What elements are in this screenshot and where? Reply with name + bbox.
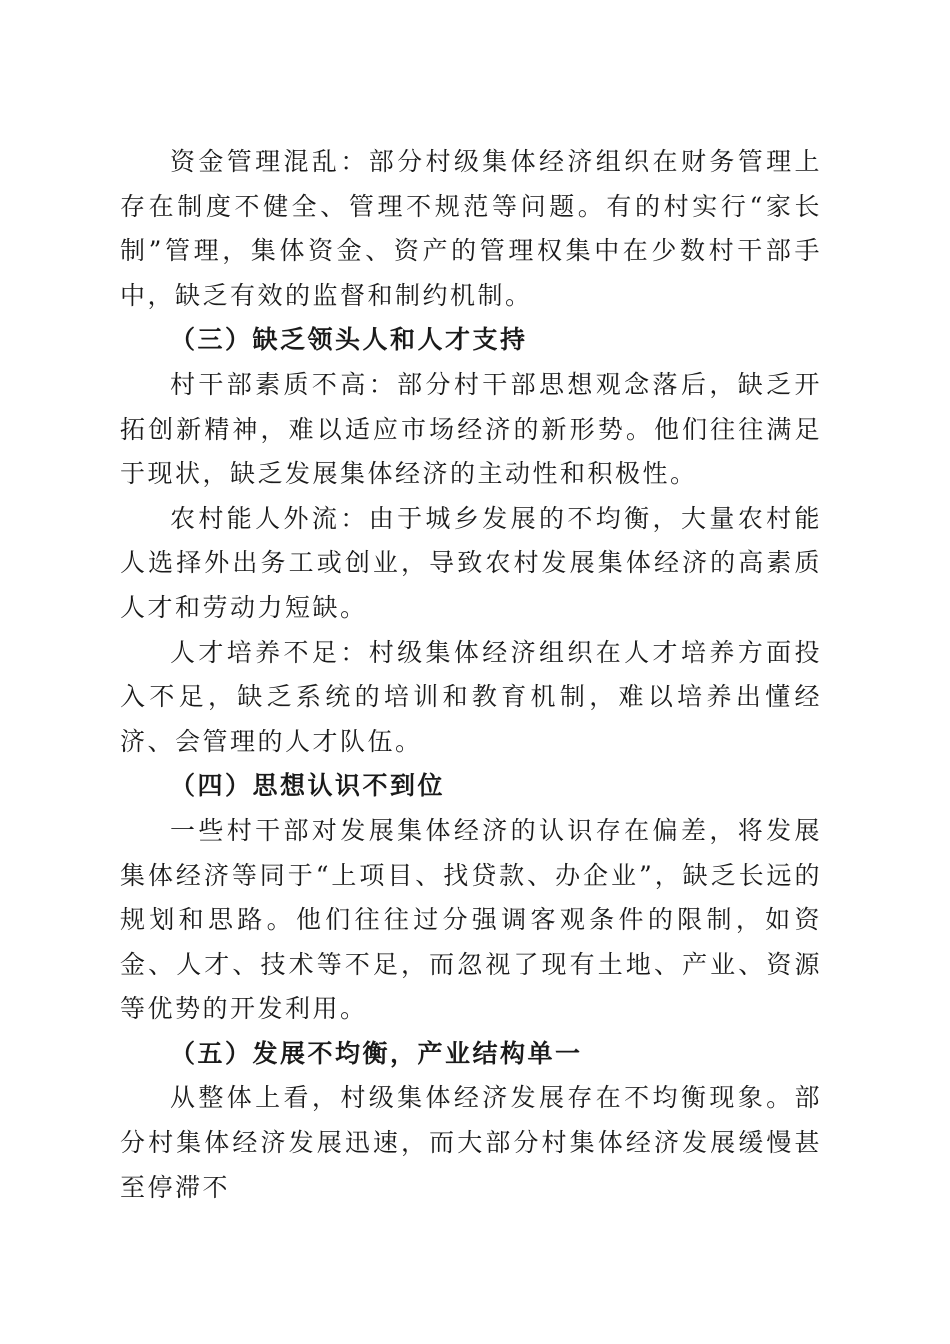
paragraph-imbalance: 从整体上看，村级集体经济发展存在不均衡现象。部分村集体经济发展迅速，而大部分村集体经济发展缓慢甚至停滞不	[120, 1083, 822, 1202]
section-heading-3: （三）缺乏领头人和人才支持	[170, 325, 528, 355]
section-heading-5: （五）发展不均衡，产业结构单一	[170, 1038, 583, 1068]
section-heading-4: （四）思想认识不到位	[170, 771, 446, 801]
paragraph-talent-training: 人才培养不足：村级集体经济组织在人才培养方面投入不足，缺乏系统的培训和教育机制，难以培养出懂经济、会管理的人才队伍。	[120, 637, 822, 756]
paragraph-cadre-quality: 村干部素质不高：部分村干部思想观念落后，缺乏开拓创新精神，难以适应市场经济的新形势。他们往往满足于现状，缺乏发展集体经济的主动性和积极性。	[120, 369, 822, 489]
paragraph-fund-management: 资金管理混乱：部分村级集体经济组织在财务管理上存在制度不健全、管理不规范等问题。有的村实行“家长制”管理，集体资金、资产的管理权集中在少数村干部手中，缺乏有效的监督和制约机制。	[120, 147, 822, 310]
paragraph-talent-outflow: 农村能人外流：由于城乡发展的不均衡，大量农村能人选择外出务工或创业，导致农村发展集体经济的高素质人才和劳动力短缺。	[120, 503, 822, 622]
paragraph-awareness: 一些村干部对发展集体经济的认识存在偏差，将发展集体经济等同于“上项目、找贷款、办企业”，缺乏长远的规划和思路。他们往往过分强调客观条件的限制，如资金、人才、技术等不足，而忽视了现有土地、产业、资源等优势的开发利用。	[120, 815, 822, 1024]
